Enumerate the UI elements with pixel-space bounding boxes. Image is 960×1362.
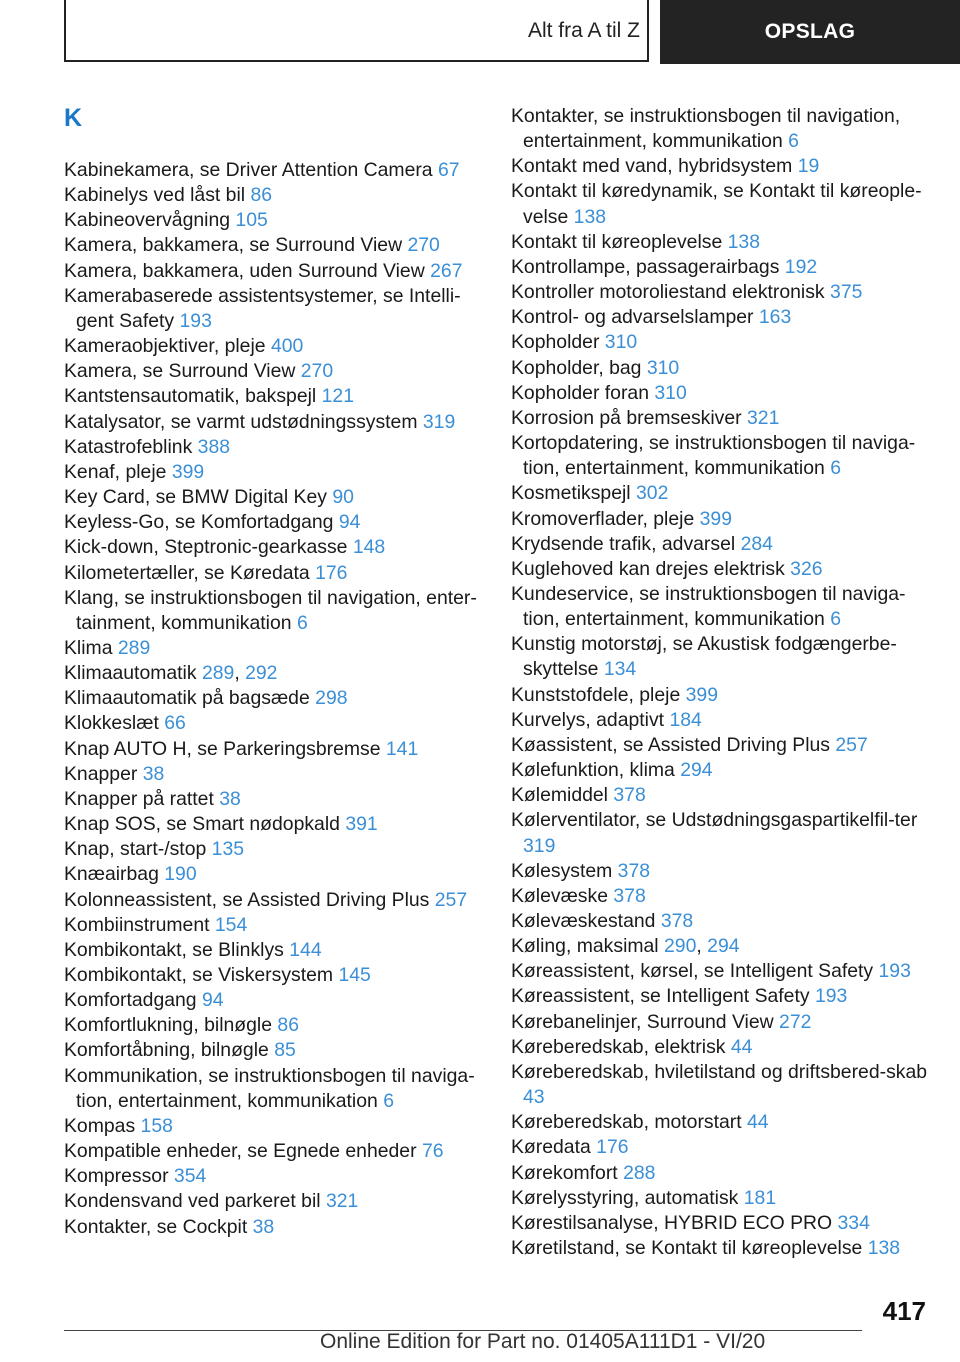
page-reference-link[interactable]: 176 — [315, 561, 348, 584]
index-entry-term: Kabinelys ved låst bil — [64, 184, 246, 207]
index-entry — [64, 460, 484, 485]
page-reference-link[interactable]: 38 — [219, 787, 241, 810]
index-entry — [64, 183, 484, 208]
page-reference-link[interactable]: 284 — [740, 532, 773, 555]
index-entry — [511, 104, 931, 154]
index-entry-term: Køling, maksimal — [511, 935, 659, 958]
section-title: Alt fra A til Z — [527, 19, 640, 42]
index-entry — [511, 1060, 931, 1110]
page-reference-link[interactable]: 270 — [300, 360, 334, 383]
page-reference-link[interactable]: 375 — [830, 281, 863, 304]
index-entry — [511, 406, 931, 431]
page-reference-link[interactable]: 289 — [201, 662, 235, 685]
page-reference-link[interactable]: 145 — [338, 964, 371, 986]
page-reference-link[interactable]: 43 — [523, 1086, 545, 1109]
index-entry-term: Kabinekamera, se Driver Attention Camera — [64, 159, 433, 181]
index-entry — [511, 557, 931, 582]
page-reference-link[interactable]: 257 — [835, 733, 868, 756]
index-entry-term: Knap AUTO H, se Parkeringsbremse — [64, 737, 381, 760]
page-reference-link[interactable]: 76 — [421, 1140, 444, 1163]
index-entry — [64, 837, 484, 862]
index-entry — [64, 938, 484, 963]
index-column-right — [511, 104, 931, 1261]
index-entry — [511, 330, 931, 355]
index-entry — [64, 812, 484, 837]
index-entry-term: Kontakter, se Cockpit — [64, 1215, 248, 1238]
index-entry-term: Kenaf, pleje — [64, 460, 167, 483]
index-entry-term: Køreassistent, se Intelligent Safety — [511, 985, 810, 1008]
index-entry — [64, 561, 484, 586]
index-entry — [511, 1135, 931, 1160]
index-entry — [511, 708, 931, 733]
page-reference-link[interactable]: 6 — [830, 457, 841, 480]
index-entry-term: Køretilstand, se Kontakt til køreoplevelse — [511, 1237, 863, 1260]
index-entry — [64, 535, 484, 560]
index-entry-term: Katalysator, se varmt udstødningssystem — [64, 410, 418, 433]
page-reference-link[interactable]: 135 — [211, 838, 245, 861]
index-entry-term: Kondensvand ved parkeret bil — [64, 1190, 321, 1213]
page-reference-link[interactable]: 134 — [603, 658, 637, 681]
page-reference-link[interactable]: 138 — [867, 1237, 901, 1260]
index-entry — [64, 158, 484, 183]
page-reference-link[interactable]: 67 — [437, 159, 460, 181]
index-entry — [511, 280, 931, 305]
index-entry — [64, 1013, 484, 1038]
index-entry — [511, 582, 931, 632]
index-entry-term: Kosmetikspejl — [511, 482, 631, 505]
page-reference-link[interactable]: 310 — [654, 381, 687, 404]
index-entry — [64, 988, 484, 1013]
page-reference-link[interactable]: 400 — [270, 335, 304, 358]
page-reference-link[interactable]: 326 — [790, 557, 823, 580]
page-reference-link[interactable]: 6 — [830, 608, 841, 631]
index-entry-term: Kolonneassistent, se Assisted Driving Plus — [64, 888, 430, 911]
index-entry-term: Kompas — [64, 1114, 136, 1137]
index-column-left — [64, 100, 484, 1240]
index-entry-term: Kamera, bakkamera, se Surround View — [64, 234, 403, 257]
index-entry-term: Klokkeslæt — [64, 712, 159, 735]
index-entry — [511, 959, 931, 984]
index-entry-term: Knap SOS, se Smart nødopkald — [64, 813, 340, 836]
page-reference-link[interactable]: 190 — [164, 863, 197, 886]
page-reference-link[interactable]: 310 — [604, 331, 638, 354]
index-entry-term: Kick-down, Steptronic-gearkasse — [64, 536, 348, 559]
index-entry-term: Kompatible enheder, se Egnede enheder — [64, 1140, 417, 1163]
index-entry-term: Kontakt til køreoplevelse — [511, 230, 723, 253]
index-entry — [64, 888, 484, 913]
page-reference-link[interactable]: 121 — [321, 385, 354, 408]
page-reference-link[interactable]: 90 — [332, 486, 354, 509]
index-entry-term: Kamerabaserede assistentsystemer, se Intelli-gent Safety — [64, 284, 461, 332]
index-entry-term: Kombikontakt, se Blinklys — [64, 938, 284, 961]
index-entry — [64, 1139, 484, 1164]
index-entry-term: Klimaautomatik — [64, 662, 197, 685]
index-entry — [511, 632, 931, 682]
index-entry-term: Kontrol- og advarselslamper — [511, 306, 754, 329]
index-entry-term: Køassistent, se Assisted Driving Plus — [511, 733, 830, 756]
page-reference-link[interactable]: 86 — [277, 1014, 299, 1037]
index-entry-term: Keyless-Go, se Komfortadgang — [64, 511, 334, 534]
index-entry-term: Kontakt med vand, hybridsystem — [511, 155, 793, 178]
index-entry-term: Kørestilsanalyse, HYBRID ECO PRO — [511, 1211, 833, 1234]
index-entry — [511, 758, 931, 783]
page-reference-link[interactable]: 184 — [669, 708, 702, 731]
page-reference-link[interactable]: 378 — [617, 859, 651, 882]
index-entry — [64, 913, 484, 938]
index-entry — [64, 1114, 484, 1139]
index-entry — [64, 862, 484, 887]
index-entry-term: Kuglehoved kan drejes elektrisk — [511, 557, 785, 580]
page-reference-link[interactable]: 6 — [296, 611, 308, 634]
index-entry-term: Krydsende trafik, advarsel — [511, 532, 736, 555]
index-entry-term: Kommunikation, se instruktionsbogen til naviga-tion, entertainment, kommunikation — [64, 1064, 475, 1112]
page-reference-link[interactable]: 38 — [142, 762, 165, 785]
page-reference-link[interactable]: 6 — [788, 130, 799, 153]
index-entry-term: Komfortadgang — [64, 989, 197, 1012]
index-list-left — [64, 158, 484, 1240]
index-entry-term: Kørebanelinjer, Surround View — [511, 1010, 774, 1033]
page-reference-link[interactable]: 181 — [743, 1186, 777, 1209]
index-entry — [64, 510, 484, 535]
section-tab-opslag[interactable]: OPSLAG — [660, 0, 960, 64]
index-entry-term: Kamera, se Surround View — [64, 360, 296, 383]
index-entry-term: Komfortlukning, bilnøgle — [64, 1014, 273, 1037]
index-entry — [511, 179, 931, 229]
page-reference-link[interactable]: 193 — [179, 309, 212, 332]
index-entry-term: Kabineovervågning — [64, 209, 231, 232]
index-entry-term: Kølevæskestand — [511, 910, 656, 932]
index-entry — [511, 532, 931, 557]
index-entry-term: Kølevæske — [511, 884, 608, 907]
page-reference-link[interactable]: 154 — [214, 913, 248, 936]
page-reference-link[interactable]: 388 — [197, 435, 231, 458]
index-entry — [511, 431, 931, 481]
index-entry — [511, 1010, 931, 1035]
index-entry — [511, 1236, 931, 1261]
page-reference-link[interactable]: 321 — [747, 406, 780, 429]
page-reference-link[interactable]: 288 — [623, 1161, 656, 1184]
index-entry-term: Kopholder foran — [511, 381, 649, 404]
index-entry — [64, 737, 484, 762]
page-reference-link[interactable]: 267 — [430, 259, 463, 282]
page-reference-link[interactable]: 38 — [252, 1215, 275, 1238]
page-reference-link[interactable]: 294 — [707, 935, 740, 958]
index-entry — [511, 356, 931, 381]
index-entry-term: Kunststofdele, pleje — [511, 683, 681, 706]
index-entry-term: Kopholder, bag — [511, 356, 642, 379]
index-entry — [511, 255, 931, 280]
index-entry — [64, 384, 484, 409]
index-entry-term: Katastrofeblink — [64, 435, 193, 458]
index-entry — [64, 284, 484, 334]
page-reference-link[interactable]: 294 — [680, 759, 713, 782]
index-entry-term: Kontakter, se instruktionsbogen til navigation, entertainment, kommunikation — [511, 105, 901, 153]
page-reference-link[interactable]: 138 — [727, 230, 760, 253]
index-entry — [64, 410, 484, 435]
page-reference-link[interactable]: 378 — [613, 884, 646, 907]
page-reference-link[interactable]: 192 — [784, 255, 818, 278]
index-entry — [511, 984, 931, 1009]
page-reference-link[interactable]: 289 — [117, 636, 151, 659]
index-entry-term: Køreassistent, kørsel, se Intelligent Safety — [511, 960, 874, 983]
index-entry-term: Kantstensautomatik, bakspejl — [64, 385, 317, 408]
index-entry — [511, 808, 931, 858]
page-reference-link[interactable]: 310 — [646, 356, 680, 379]
page-reference-link[interactable]: 158 — [140, 1114, 173, 1137]
index-entry-term: Kortopdatering, se instruktionsbogen til naviga-tion, entertainment, kommunikation — [511, 432, 916, 480]
page-reference-link[interactable]: 399 — [171, 460, 205, 483]
index-entry — [511, 859, 931, 884]
index-entry — [64, 762, 484, 787]
index-entry-term: Knæairbag — [64, 863, 159, 886]
index-entry — [64, 636, 484, 661]
index-entry — [64, 586, 484, 636]
index-entry — [64, 787, 484, 812]
page-reference-link[interactable]: 290 — [664, 935, 697, 958]
index-entry — [64, 1038, 484, 1063]
index-entry — [64, 1189, 484, 1214]
page-reference-link[interactable]: 144 — [289, 938, 322, 961]
page-reference-link[interactable]: 163 — [758, 306, 792, 329]
index-entry — [511, 381, 931, 406]
index-entry-term: Kontakt til køredynamik, se Kontakt til køreople-velse — [511, 180, 922, 228]
page-reference-link[interactable]: 44 — [730, 1035, 753, 1058]
index-entry-term: Kopholder — [511, 331, 600, 354]
index-entry — [511, 305, 931, 330]
index-entry-term: Klima — [64, 636, 113, 659]
page-reference-link[interactable]: 44 — [747, 1111, 769, 1134]
index-entry-term: Key Card, se BMW Digital Key — [64, 486, 327, 509]
page-reference-link[interactable]: 378 — [660, 910, 694, 932]
page-reference-link[interactable]: 66 — [164, 712, 186, 735]
index-entry — [64, 359, 484, 384]
index-entry — [511, 507, 931, 532]
page-reference-link[interactable]: 193 — [814, 985, 848, 1008]
index-entry-term: Korrosion på bremseskiver — [511, 406, 742, 429]
index-entry — [64, 711, 484, 736]
index-entry — [511, 683, 931, 708]
page-reference-link[interactable]: 141 — [385, 737, 419, 760]
page-reference-link[interactable]: 399 — [699, 507, 732, 530]
page-reference-link[interactable]: 257 — [434, 888, 468, 911]
index-entry — [511, 733, 931, 758]
index-entry-term: Klang, se instruktionsbogen til navigation, enter-tainment, kommunikation — [64, 586, 477, 634]
page-reference-link[interactable]: 148 — [352, 536, 386, 559]
index-entry — [64, 208, 484, 233]
index-letter-heading: K — [64, 104, 83, 132]
index-entry — [511, 1035, 931, 1060]
index-entry-term: Køredata — [511, 1136, 591, 1159]
index-entry-term: Kilometertæller, se Køredata — [64, 561, 310, 584]
page-reference-link[interactable]: 138 — [573, 205, 607, 228]
index-entry — [511, 154, 931, 179]
index-entry — [64, 435, 484, 460]
index-entry — [511, 884, 931, 909]
footer-edition: Online Edition for Part no. 01405A111D1 - VI/20 — [320, 1330, 766, 1353]
index-entry-term: Komfortåbning, bilnøgle — [64, 1039, 269, 1062]
index-entry — [511, 783, 931, 808]
index-entry — [511, 1186, 931, 1211]
page-reference-link[interactable]: 94 — [338, 511, 361, 534]
page-reference-link[interactable]: 19 — [797, 155, 820, 178]
index-entry-term: Køreberedskab, elektrisk — [511, 1035, 726, 1058]
page-reference-link[interactable]: 302 — [636, 482, 669, 505]
page-reference-link[interactable]: 391 — [345, 813, 378, 836]
page-reference-link[interactable]: 86 — [250, 184, 273, 207]
index-entry-term: Knapper på rattet — [64, 787, 214, 810]
index-entry — [511, 1161, 931, 1186]
page-reference-link[interactable]: 6 — [383, 1089, 394, 1112]
page-number: 417 — [882, 1296, 926, 1326]
index-entry — [64, 485, 484, 510]
index-entry: Klimaautomatik 289, 292 — [64, 662, 278, 685]
page-reference-link[interactable]: 399 — [685, 683, 718, 706]
page-reference-link[interactable]: 105 — [235, 209, 268, 232]
page-reference-link[interactable]: 193 — [878, 960, 911, 983]
page-reference-link[interactable]: 298 — [315, 687, 348, 710]
index-entry — [64, 1064, 484, 1114]
index-entry — [64, 233, 484, 258]
index-entry: Køling, maksimal 290, 294 — [511, 935, 740, 958]
index-entry — [511, 230, 931, 255]
index-entry-term: Kurvelys, adaptivt — [511, 708, 665, 731]
index-entry-term: Kørekomfort — [511, 1161, 618, 1184]
index-entry-term: Kølesystem — [511, 859, 613, 882]
index-entry-term: Kundeservice, se instruktionsbogen til naviga-tion, entertainment, kommunikation — [511, 582, 906, 631]
index-entry-term: Kontroller motoroliestand elektronisk — [511, 281, 825, 304]
page-reference-link[interactable]: 334 — [837, 1211, 870, 1234]
index-entry — [64, 334, 484, 359]
index-entry-term: Kølerventilator, se Udstødningsgaspartikelfil-ter — [511, 809, 918, 832]
index-entry — [64, 259, 484, 284]
index-entry-term: Kamera, bakkamera, uden Surround View — [64, 259, 425, 282]
index-entry — [511, 1110, 931, 1135]
index-entry-term: Kølemiddel — [511, 784, 608, 807]
index-entry-term: Køreberedskab, hviletilstand og driftsbered-skab — [511, 1060, 928, 1083]
index-entry — [64, 1215, 484, 1240]
index-entry-term: Kompressor — [64, 1165, 169, 1188]
index-entry-term: Kontrollampe, passagerairbags — [511, 255, 780, 278]
page-reference-link[interactable]: 354 — [173, 1165, 207, 1188]
index-list-right — [511, 104, 931, 1261]
index-entry — [511, 1211, 931, 1236]
index-entry-term: Kromoverflader, pleje — [511, 507, 695, 530]
index-entry — [64, 686, 484, 711]
index-entry-term: Kombiinstrument — [64, 913, 210, 936]
index-entry — [64, 1164, 484, 1189]
index-entry-term: Kørelysstyring, automatisk — [511, 1186, 739, 1209]
page-reference-link[interactable]: 292 — [245, 662, 278, 685]
index-entry — [511, 909, 931, 934]
page-reference-link[interactable]: 270 — [407, 234, 440, 257]
page-reference-link[interactable]: 319 — [422, 410, 456, 433]
index-entry-term: Kunstig motorstøj, se Akustisk fodgængerbe-skyttelse — [511, 633, 897, 681]
index-entry-term: Knap, start-/stop — [64, 838, 207, 861]
index-entry — [511, 481, 931, 506]
page-reference-link[interactable]: 85 — [274, 1039, 296, 1062]
page-reference-link[interactable]: 176 — [596, 1136, 629, 1159]
page-reference-link[interactable]: 272 — [779, 1010, 812, 1033]
index-entry-term: Kølefunktion, klima — [511, 759, 675, 782]
index-entry-term: Knapper — [64, 762, 138, 785]
index-entry-term: Kameraobjektiver, pleje — [64, 335, 266, 358]
index-entry-term: Klimaautomatik på bagsæde — [64, 687, 310, 710]
page-reference-link[interactable]: 319 — [523, 834, 556, 857]
page-reference-link[interactable]: 94 — [201, 989, 224, 1012]
index-entry-term: Kombikontakt, se Viskersystem — [64, 964, 334, 986]
index-entry — [64, 963, 484, 988]
page-reference-link[interactable]: 321 — [325, 1190, 359, 1213]
page-reference-link[interactable]: 378 — [613, 784, 646, 807]
index-entry-term: Køreberedskab, motorstart — [511, 1111, 742, 1134]
